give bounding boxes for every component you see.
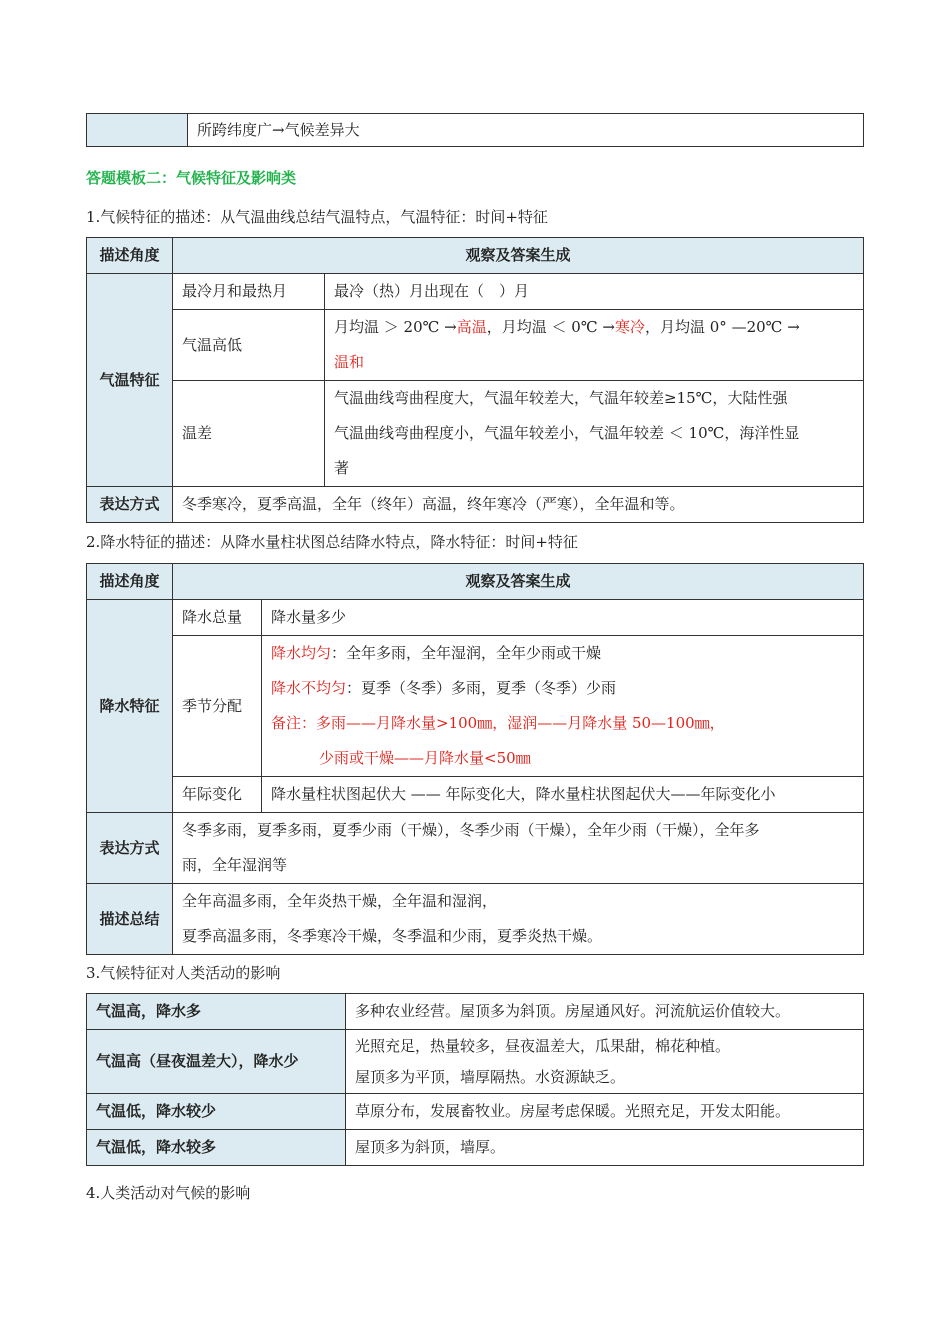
temp-level-cold: 寒冷 (614, 318, 645, 336)
impact-text-2-l1: 光照充足，热量较多，昼夜温差大，瓜果甜，棉花种植。 (355, 1036, 731, 1055)
precip-expr-label: 表达方式 (87, 813, 173, 884)
impact-text-4: 屋顶多为斜顶，墙厚。 (346, 1130, 864, 1166)
precip-expr-l1: 冬季多雨，夏季多雨，夏季少雨（干燥），冬季少雨（干燥），全年少雨（干燥），全年多 (182, 821, 760, 839)
precipitation-table (86, 563, 864, 955)
impact-label-2: 气温高（昼夜温差大），降水少 (87, 1030, 346, 1094)
impact-label-1: 气温高，降水多 (87, 994, 346, 1030)
impact-text-2 (346, 1030, 864, 1094)
precip-sum-l2: 夏季高温多雨，冬季寒冷干燥，冬季温和少雨，夏季炎热干燥。 (182, 927, 603, 945)
temp-group-label: 气温特征 (87, 274, 173, 487)
temp-level-hot: 高温 (456, 318, 487, 336)
top-table (86, 113, 864, 147)
impact-text-3: 草原分布，发展畜牧业。房屋考虑保暖。光照充足，开发太阳能。 (346, 1094, 864, 1130)
temp-text-range (325, 381, 864, 487)
precip-even-text: ：全年多雨，全年湿润，全年少雨或干燥 (331, 644, 602, 662)
precip-even-label: 降水均匀 (271, 644, 332, 662)
sec1-head-left: 描述角度 (87, 238, 173, 274)
precip-expr-l2: 雨，全年湿润等 (182, 856, 288, 874)
precip-note-1: 备注：多雨——月降水量>100㎜，湿润——月降水量 50—100㎜， (271, 714, 725, 732)
temp-sub-coldest: 最冷月和最热月 (173, 274, 325, 310)
precip-sum-l1: 全年高温多雨，全年炎热干燥，全年温和湿润， (182, 892, 498, 910)
precip-expr-text (173, 813, 864, 884)
impact-label-4: 气温低，降水较多 (87, 1130, 346, 1166)
temp-expr-label: 表达方式 (87, 487, 173, 523)
sec3-title: 3.气候特征对人类活动的影响 (86, 964, 281, 982)
template-heading: 答题模板二：气候特征及影响类 (86, 169, 297, 187)
precip-text-total: 降水量多少 (262, 600, 864, 636)
temp-sub-range: 温差 (173, 381, 325, 487)
sec4-title: 4.人类活动对气候的影响 (86, 1184, 251, 1202)
top-table-text: 所跨纬度广→气候差异大 (188, 114, 864, 147)
precip-sum-label: 描述总结 (87, 884, 173, 955)
precip-group-label: 降水特征 (87, 600, 173, 813)
temp-range-l2: 气温曲线弯曲程度小，气温年较差小，气温年较差 ＜ 10℃，海洋性显 (334, 424, 800, 442)
temperature-table (86, 237, 864, 523)
temp-sub-level: 气温高低 (173, 310, 325, 381)
precip-uneven-label: 降水不均匀 (271, 679, 347, 697)
temp-range-l1: 气温曲线弯曲程度大，气温年较差大，气温年较差≥15℃，大陆性强 (334, 389, 788, 407)
sec2-head-right: 观察及答案生成 (173, 564, 864, 600)
temp-expr-text: 冬季寒冷，夏季高温，全年（终年）高温，终年寒冷（严寒），全年温和等。 (173, 487, 864, 523)
sec2-title: 2.降水特征的描述：从降水量柱状图总结降水特点，降水特征：时间+特征 (86, 533, 578, 551)
temp-level-mild: 温和 (334, 353, 365, 371)
sec1-title: 1.气候特征的描述：从气温曲线总结气温特点，气温特征：时间+特征 (86, 208, 548, 226)
sec2-head-left: 描述角度 (87, 564, 173, 600)
precip-uneven-text: ：夏季（冬季）多雨，夏季（冬季）少雨 (346, 679, 617, 697)
temp-level-p3: ，月均温 0° —20℃ → (644, 318, 800, 336)
precip-sub-total: 降水总量 (173, 600, 262, 636)
precip-text-interannual: 降水量柱状图起伏大 —— 年际变化大，降水量柱状图起伏大——年际变化小 (262, 777, 864, 813)
sec1-head-right: 观察及答案生成 (173, 238, 864, 274)
top-table-empty-cell (87, 114, 188, 147)
impact-text-2-l2: 屋顶多为平顶，墙厚隔热。水资源缺乏。 (355, 1067, 626, 1086)
impact-label-3: 气温低，降水较少 (87, 1094, 346, 1130)
impact-text-1: 多种农业经营。屋顶多为斜顶。房屋通风好。河流航运价值较大。 (346, 994, 864, 1030)
impact-table (86, 993, 864, 1166)
temp-level-p1: 月均温 ＞ 20℃ → (334, 318, 457, 336)
temp-text-coldest: 最冷（热）月出现在（ ）月 (325, 274, 864, 310)
temp-text-level (325, 310, 864, 381)
precip-sub-interannual: 年际变化 (173, 777, 262, 813)
precip-sum-text (173, 884, 864, 955)
temp-range-l3: 著 (334, 459, 350, 477)
precip-text-season (262, 636, 864, 777)
temp-level-p2: ，月均温 ＜ 0℃ → (486, 318, 615, 336)
precip-sub-season: 季节分配 (173, 636, 262, 777)
precip-note-2: 少雨或干燥——月降水量<50㎜ (319, 749, 531, 767)
